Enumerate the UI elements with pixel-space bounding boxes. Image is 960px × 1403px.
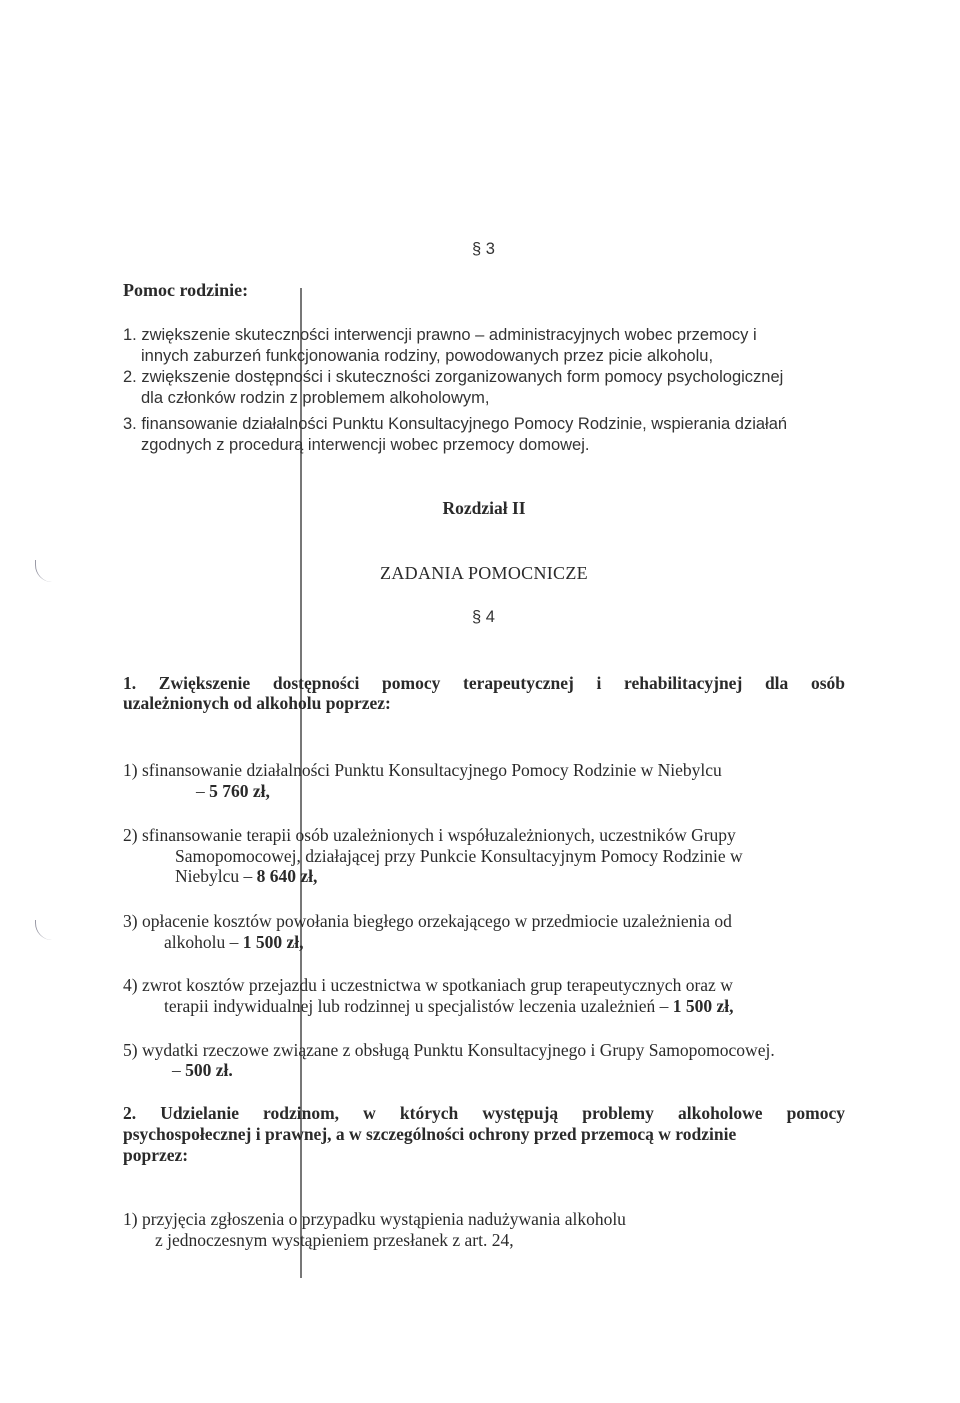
prefix: Niebylcu – (175, 866, 257, 886)
task-1-item-5-line-2 (172, 1060, 233, 1081)
amount: 1 500 zł, (242, 932, 304, 952)
amount: 500 zł. (185, 1060, 233, 1080)
prefix: alkoholu – (164, 932, 243, 952)
task-1-heading-line-1: 1. Zwiększenie dostępności pomocy terapeutycznej i rehabilitacyjnej dla osób (123, 673, 845, 693)
prefix: terapii indywidualnej lub rodzinnej u specjalistów leczenia uzależnień – (164, 996, 673, 1016)
task-2-heading-line-2: psychospołecznej i prawnej, a w szczególności ochrony przed przemocą w rodzinie (123, 1124, 737, 1144)
hole-punch-mark-top (35, 560, 52, 582)
chapter-subtitle: ZADANIA POMOCNICZE (380, 563, 588, 583)
task-2-heading-line-1: 2. Udzielanie rodzinom, w których występują problemy alkoholowe pomocy (123, 1103, 845, 1123)
task-1-item-4-line-1: 4) zwrot kosztów przejazdu i uczestnictwa w spotkaniach grup terapeutycznych oraz w (123, 975, 733, 995)
section-symbol: § 3 (472, 240, 495, 258)
list-item-2-line-1: 2. zwiększenie dostępności i skuteczności zorganizowanych form pomocy psychologicznej (123, 368, 784, 386)
dash: – (196, 781, 210, 801)
task-1-item-3-line-2 (164, 932, 304, 953)
task-1-item-2-line-3 (175, 866, 317, 887)
task-1-heading-line-2: uzależnionych od alkoholu poprzez: (123, 693, 391, 713)
task-2-heading-line-3: poprzez: (123, 1145, 189, 1165)
task-1-item-1-line-1: 1) sfinansowanie działalności Punktu Konsultacyjnego Pomocy Rodzinie w Niebylcu (123, 760, 722, 780)
list-item-3-line-1: 3. finansowanie działalności Punktu Konsultacyjnego Pomocy Rodzinie, wspierania działań (123, 415, 788, 433)
list-item-1-line-1: 1. zwiększenie skuteczności interwencji prawno – administracyjnych wobec przemocy i (123, 326, 757, 344)
list-item-3-line-2: zgodnych z procedurą interwencji wobec przemocy domowej. (141, 436, 590, 454)
task-2-item-1-line-1: 1) przyjęcia zgłoszenia o przypadku wystąpienia nadużywania alkoholu (123, 1209, 626, 1229)
list-item-1-line-2: innych zaburzeń funkcjonowania rodziny, powodowanych przez picie alkoholu, (141, 347, 714, 365)
section-heading: Pomoc rodzinie: (123, 280, 249, 300)
amount: 8 640 zł, (256, 866, 318, 886)
task-2-item-1-line-2: z jednoczesnym wystąpieniem przesłanek z art. 24, (155, 1230, 514, 1250)
task-1-item-5-line-1: 5) wydatki rzeczowe związane z obsługą Punktu Konsultacyjnego i Grupy Samopomocowej. (123, 1040, 775, 1060)
hole-punch-mark-bottom (35, 920, 52, 940)
task-1-item-4-line-2 (164, 996, 734, 1017)
amount: 5 760 zł, (209, 781, 270, 801)
task-1-item-1-line-2 (196, 781, 270, 802)
section-symbol-4: § 4 (472, 608, 495, 626)
chapter-title: Rozdział II (442, 498, 526, 518)
task-1-item-3-line-1: 3) opłacenie kosztów powołania biegłego orzekającego w przedmiocie uzależnienia od (123, 911, 732, 931)
task-1-item-2-line-1: 2) sfinansowanie terapii osób uzależnionych i współuzależnionych, uczestników Grupy (123, 825, 736, 845)
list-item-2-line-2: dla członków rodzin z problemem alkoholowym, (141, 389, 490, 407)
dash: – (172, 1060, 186, 1080)
amount: 1 500 zł, (672, 996, 734, 1016)
task-1-item-2-line-2: Samopomocowej, działającej przy Punkcie Konsultacyjnym Pomocy Rodzinie w (175, 846, 743, 866)
